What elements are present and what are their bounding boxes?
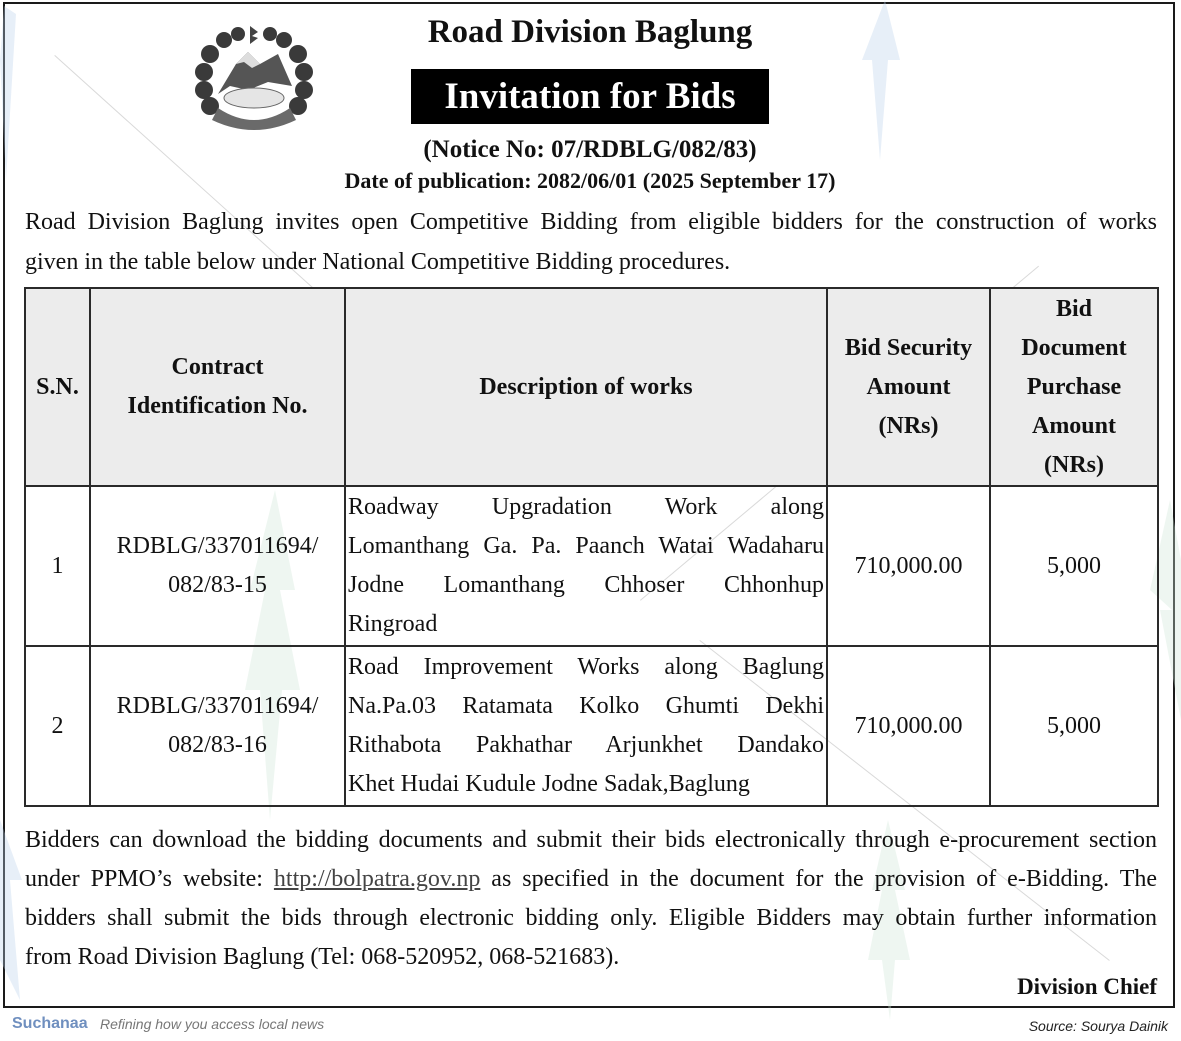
- cell-sn: 2: [25, 646, 90, 806]
- publication-date: Date of publication: 2082/06/01 (2025 September 17): [344, 168, 836, 193]
- bolpatra-link[interactable]: http://bolpatra.gov.np: [273, 866, 481, 892]
- header-doc-amount: Bid Document Purchase Amount (NRs): [990, 288, 1158, 486]
- header-bid-security: Bid Security Amount (NRs): [827, 288, 990, 486]
- watermark-brand: Suchanaa: [12, 1015, 88, 1032]
- nepal-emblem-icon: [188, 24, 320, 136]
- watermark-tagline: Refining how you access local news: [100, 1016, 325, 1032]
- footer-line: Bidders can download the bidding documents and submit their bids electronically through e-procurement section: [25, 827, 1157, 853]
- intro-line: Road Division Baglung invites open Competitive Bidding from eligible bidders for the construction of works: [25, 209, 1157, 235]
- table-row: [25, 646, 1158, 806]
- cell-contract-id: RDBLG/337011694/ 082/83-16: [90, 646, 345, 806]
- cell-doc-amount: 5,000: [990, 646, 1158, 806]
- watermark-arrow-icon: [860, 0, 910, 160]
- organization-title: Road Division Baglung: [427, 14, 753, 50]
- watermark-arrow-icon: [0, 0, 40, 180]
- cell-description: Roadway Upgradation Work along Lomanthang Ga. Pa. Paanch Watai Wadaharu Jodne Lomanthang Chhoser Chhonhup Ringroad: [345, 486, 827, 646]
- signature: Division Chief: [1017, 974, 1157, 999]
- cell-sn: 1: [25, 486, 90, 646]
- intro-paragraph: [25, 202, 1157, 282]
- cell-description: Road Improvement Works along Baglung Na.Pa.03 Ratamata Kolko Ghumti Dekhi Rithabota Pakhathar Arjunkhet Dandako Khet Hudai Kudule Jodne Sadak,Baglung: [345, 646, 827, 806]
- notice-number: (Notice No: 07/RDBLG/082/83): [423, 136, 757, 163]
- invitation-banner: Invitation for Bids: [411, 69, 769, 124]
- cell-bid-security: 710,000.00: [827, 646, 990, 806]
- cell-contract-id: RDBLG/337011694/ 082/83-15: [90, 486, 345, 646]
- header-contract-id: Contract Identification No.: [90, 288, 345, 486]
- header-sn: S.N.: [25, 288, 90, 486]
- bids-table: [24, 287, 1159, 807]
- cell-bid-security: 710,000.00: [827, 486, 990, 646]
- footer-paragraph: [25, 821, 1157, 977]
- cell-doc-amount: 5,000: [990, 486, 1158, 646]
- footer-line: under PPMO’s website: http://bolpatra.gov.np as specified in the document for the provision of e-Bidding. The: [25, 866, 1157, 892]
- source-credit: Source: Sourya Dainik: [1028, 1018, 1168, 1034]
- intro-line: given in the table below under National Competitive Bidding procedures.: [25, 249, 731, 275]
- header-description: Description of works: [345, 288, 827, 486]
- footer-line: bidders shall submit the bids through electronic bidding only. Eligible Bidders may obtain further information: [25, 905, 1157, 931]
- table-header-row: [25, 288, 1158, 486]
- table-row: [25, 486, 1158, 646]
- footer-line: from Road Division Baglung (Tel: 068-520952, 068-521683).: [25, 944, 620, 970]
